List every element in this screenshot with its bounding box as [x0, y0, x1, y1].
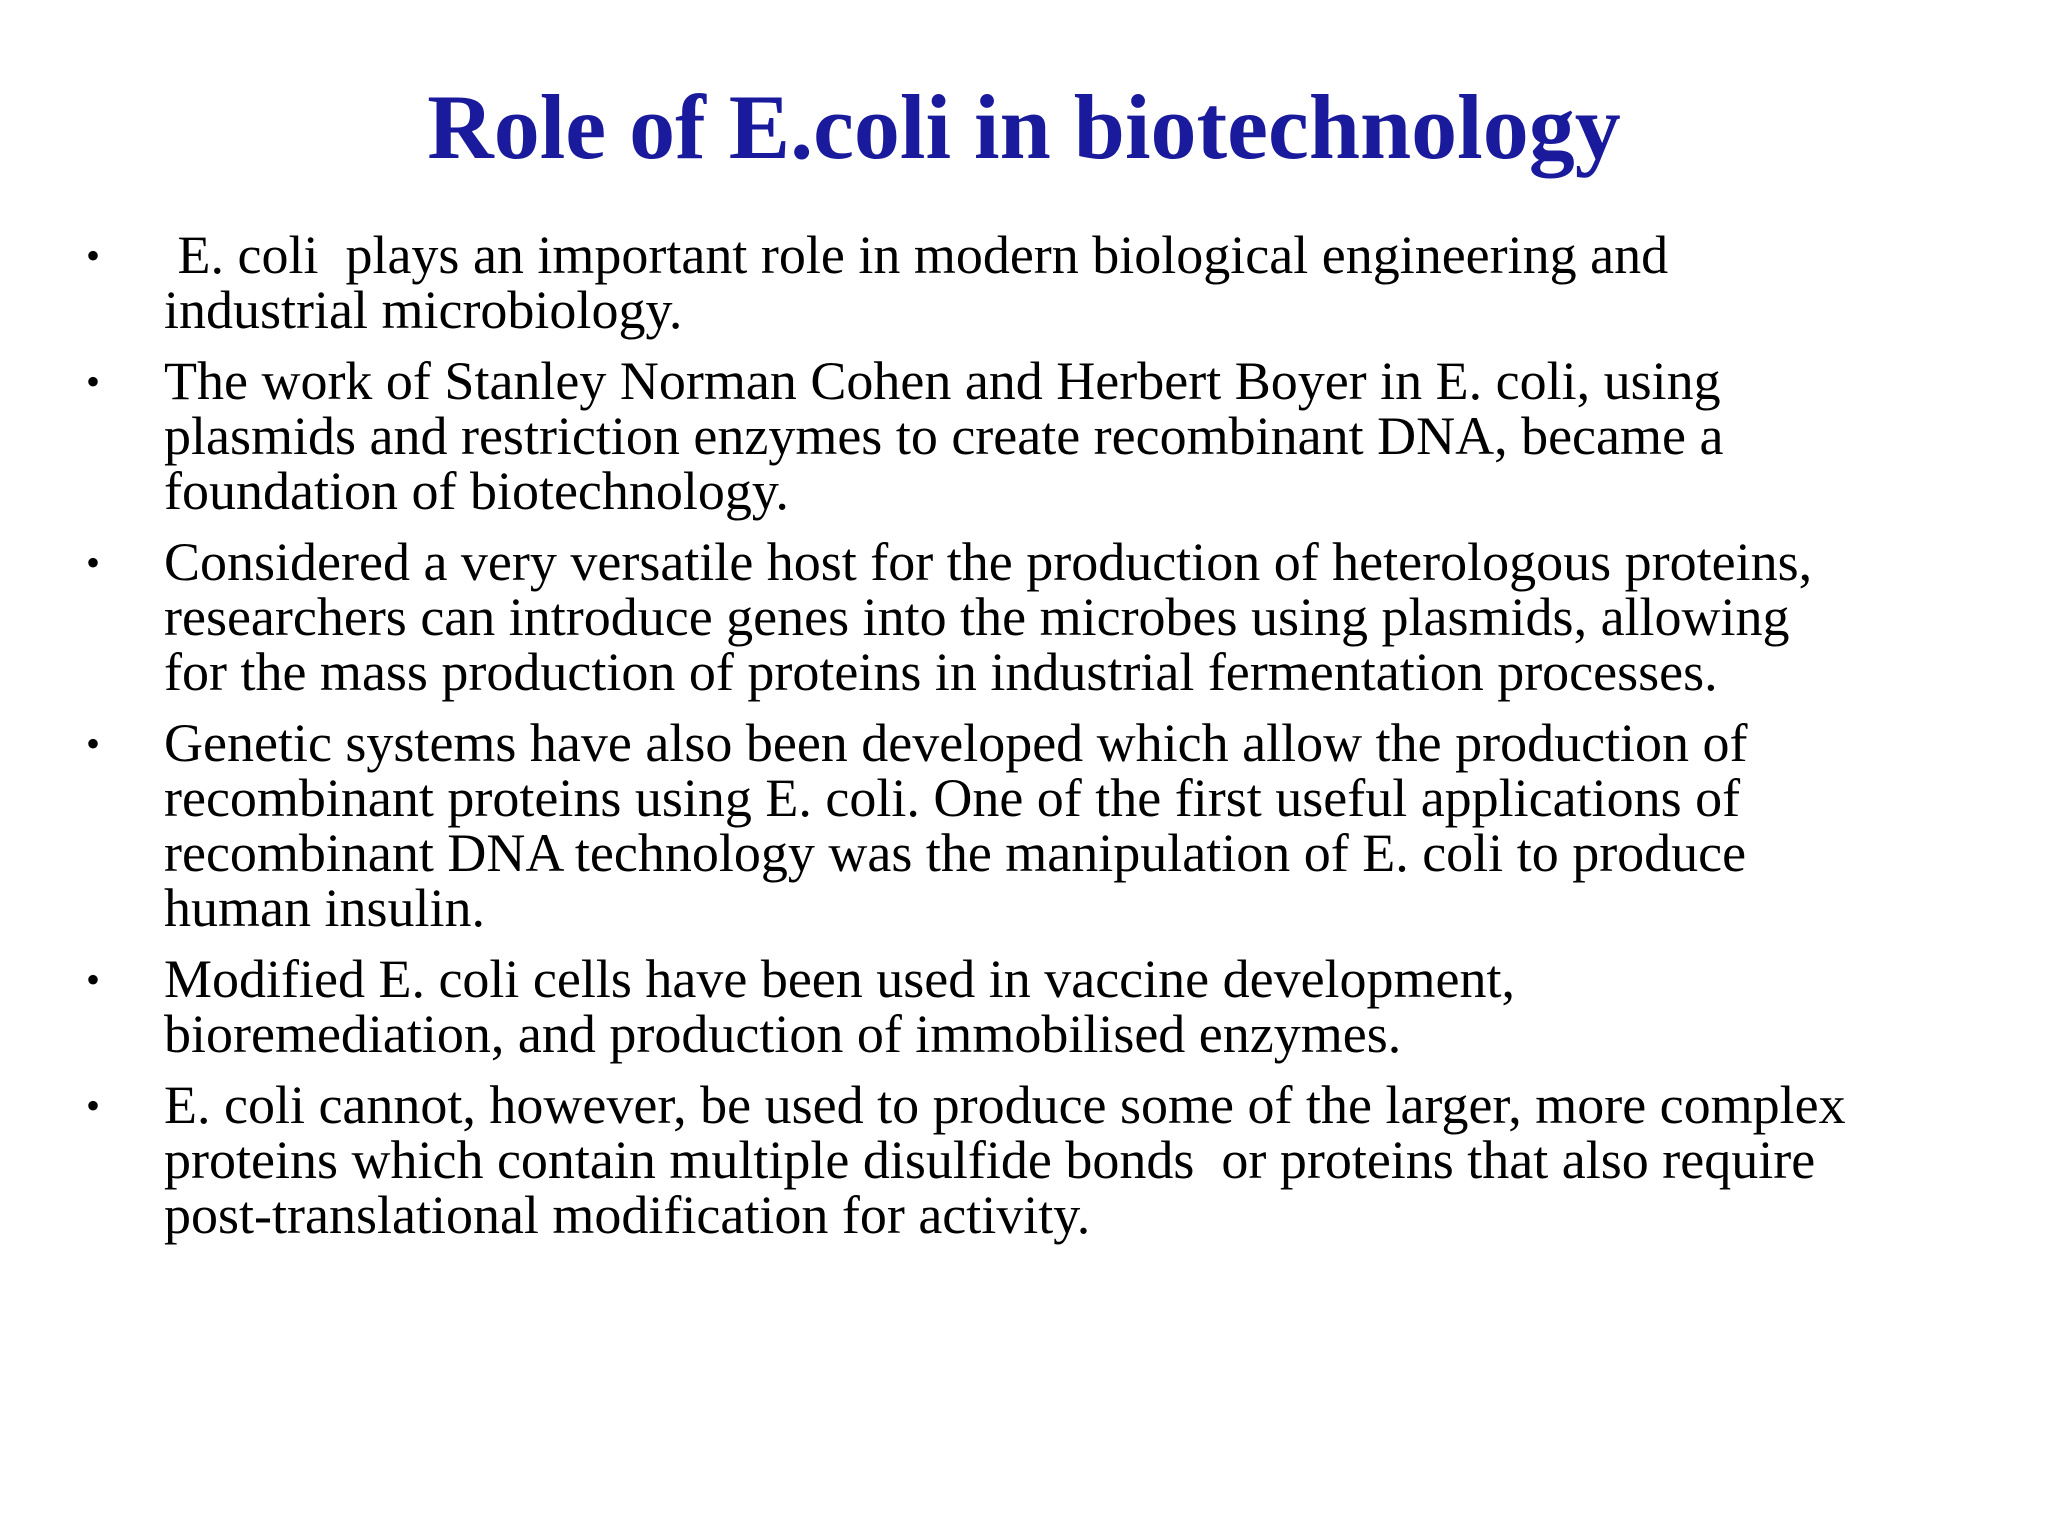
bullet-item [0, 225, 2048, 340]
bullet-dot-icon: • [86, 233, 101, 278]
bullet-item [0, 532, 2048, 702]
bullet-dot-icon: • [86, 721, 101, 766]
bullet-item [0, 949, 2048, 1064]
bullet-text: E. coli plays an important role in modern biological engineering and industrial microbiology. [164, 225, 1669, 340]
bullet-text: E. coli cannot, however, be used to produce some of the larger, more complex proteins which contain multiple disulfide bonds or proteins that also require post-translational modification for activity. [164, 1075, 1846, 1245]
bullet-text: The work of Stanley Norman Cohen and Herbert Boyer in E. coli, using plasmids and restriction enzymes to create recombinant DNA, became a foundation of biotechnology. [164, 351, 1724, 521]
bullet-text: Modified E. coli cells have been used in vaccine development, bioremediation, and production of immobilised enzymes. [164, 949, 1516, 1064]
bullet-dot-icon: • [86, 957, 101, 1002]
bullet-dot-icon: • [86, 1083, 101, 1128]
bullet-item [0, 351, 2048, 521]
bullet-text: Considered a very versatile host for the production of heterologous proteins, researchers can introduce genes into the microbes using plasmids, allowing for the mass production of proteins in industrial fermentation processes. [164, 532, 1813, 702]
slide-title: Role of E.coli in biotechnology [427, 76, 1621, 178]
bullet-dot-icon: • [86, 359, 101, 404]
bullet-list [0, 225, 2048, 1259]
bullet-item [0, 713, 2048, 938]
bullet-text: Genetic systems have also been developed which allow the production of recombinant proteins using E. coli. One of the first useful applications of recombinant DNA technology was the manipulation of E. coli to produce human insulin. [164, 713, 1748, 938]
bullet-item [0, 1075, 2048, 1245]
bullet-dot-icon: • [86, 540, 101, 585]
